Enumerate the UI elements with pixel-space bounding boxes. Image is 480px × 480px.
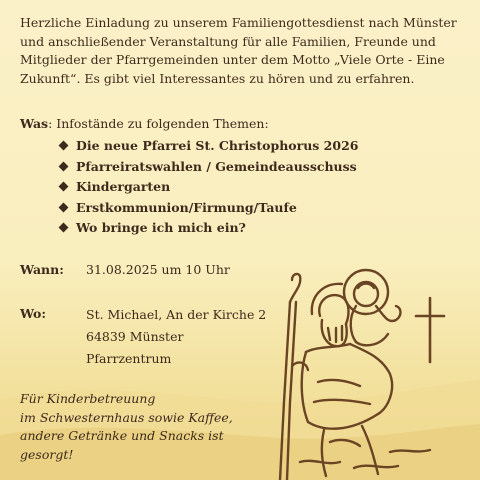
- was-heading: [20, 116, 269, 131]
- diamond-bullet-icon: [59, 202, 69, 212]
- diamond-bullet-icon: [59, 141, 69, 151]
- list-item: [60, 136, 358, 157]
- topic-label: Die neue Pfarrei St. Christophorus 2026: [76, 138, 359, 153]
- address-line: St. Michael, An der Kirche 2: [86, 307, 267, 322]
- footer-line: Für Kinderbetreuung: [20, 391, 156, 406]
- intro-line: Mitglieder der Pfarrgemeinden unter dem Motto „Viele Orte - Eine: [20, 52, 445, 67]
- intro-line: und anschließender Veranstaltung für alle Familien, Freunde und: [20, 33, 436, 49]
- intro-text: [20, 14, 472, 88]
- footer-note: [20, 390, 280, 464]
- list-item: [60, 157, 358, 178]
- address-line: Pfarrzentrum: [86, 351, 172, 366]
- topic-label: Wo bringe ich mich ein?: [76, 220, 246, 235]
- footer-line: im Schwesternhaus sowie Kaffee,: [20, 409, 233, 425]
- topic-label: Kindergarten: [76, 179, 171, 194]
- was-text: : Infostände zu folgenden Themen:: [48, 116, 269, 131]
- diamond-bullet-icon: [59, 161, 69, 171]
- address-line: 64839 Münster: [86, 329, 184, 344]
- footer-line: andere Getränke und Snacks ist gesorgt!: [20, 428, 224, 462]
- diamond-bullet-icon: [59, 182, 69, 192]
- intro-line: Herzliche Einladung zu unserem Familiengottesdienst nach Münster: [20, 15, 457, 30]
- topics-list: [60, 136, 358, 239]
- wo-label: Wo:: [20, 306, 46, 321]
- wo-address: [86, 304, 266, 370]
- list-item: [60, 198, 358, 219]
- list-item: [60, 218, 358, 239]
- list-item: [60, 177, 358, 198]
- saint-christopher-illustration: [270, 262, 480, 480]
- was-label: Was: [20, 116, 49, 131]
- wann-label: Wann:: [20, 262, 64, 277]
- wann-value: 31.08.2025 um 10 Uhr: [86, 262, 230, 277]
- diamond-bullet-icon: [59, 223, 69, 233]
- intro-line: Zukunft“. Es gibt viel Interessantes zu hören und zu erfahren.: [20, 70, 415, 86]
- topic-label: Pfarreiratswahlen / Gemeindeausschuss: [76, 158, 357, 174]
- cross-icon: [416, 298, 444, 362]
- topic-label: Erstkommunion/Firmung/Taufe: [76, 199, 297, 215]
